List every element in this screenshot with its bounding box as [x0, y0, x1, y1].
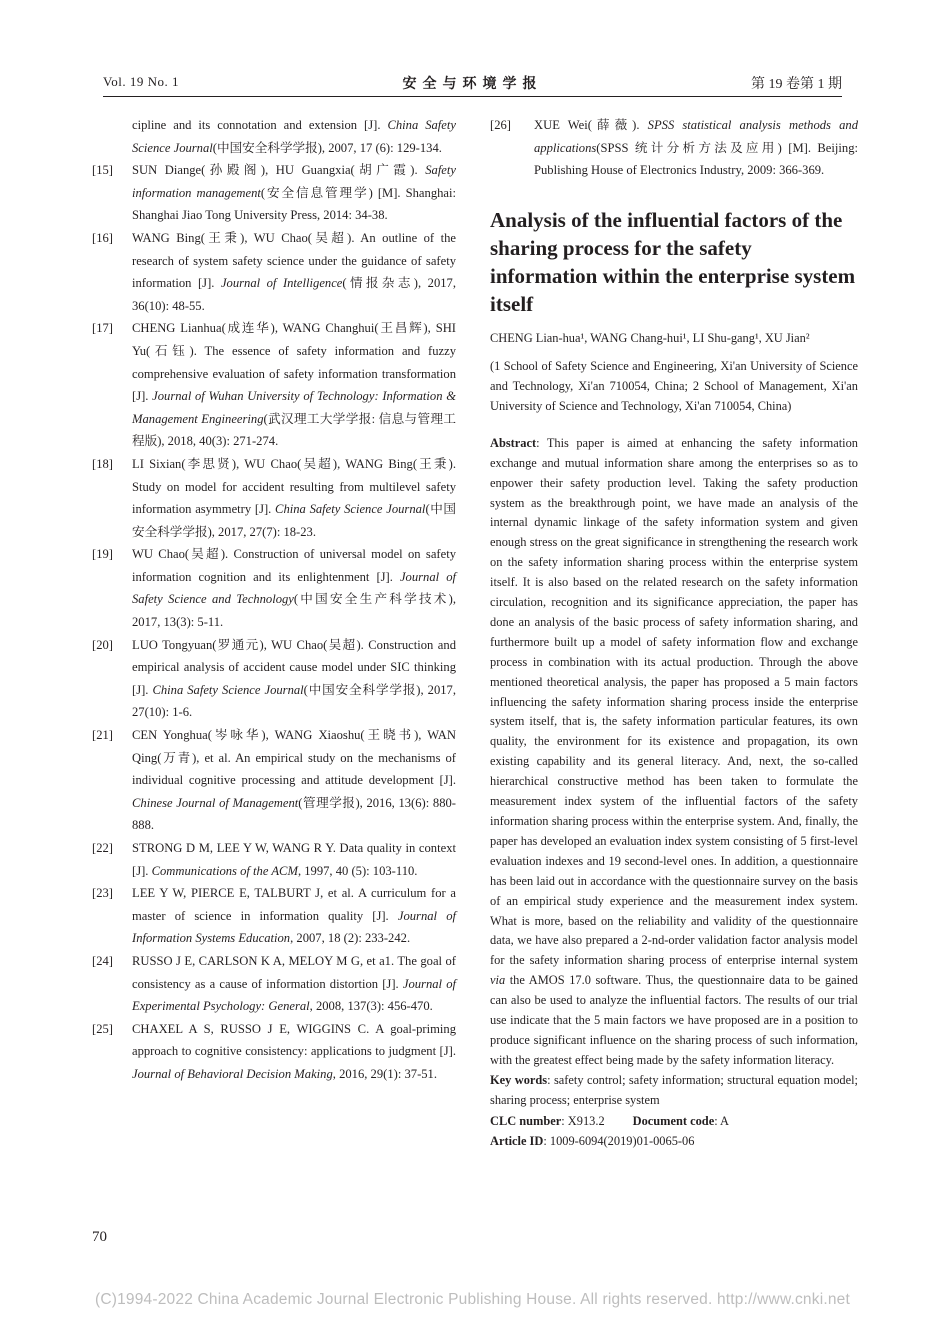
abstract: [490, 434, 858, 1071]
reference-segment: , 2007, 18 (2): 233-242.: [290, 931, 411, 946]
reference-text: [132, 114, 456, 159]
reference-entry: [92, 724, 456, 837]
reference-entry: [92, 837, 456, 882]
reference-text: [132, 634, 456, 724]
reference-segment: RUSSO J E, CARLSON K A, MELOY M G, et a1. The goal of consistency as a cause of information distortion [J].: [132, 953, 456, 991]
volume-issue-cn: 第 19 卷第 1 期: [751, 77, 842, 92]
abstract-via: via: [490, 973, 506, 988]
clc-value: : X913.2: [561, 1113, 605, 1128]
reference-text: [132, 724, 456, 837]
reference-entry: [92, 317, 456, 453]
volume-issue: Vol. 19 No. 1: [103, 74, 179, 89]
reference-segment: (安全信息管理学) [M]. Shanghai: Shanghai Jiao Tong University Press, 2014: 34-38.: [132, 185, 456, 223]
reference-segment: , 1997, 40 (5): 103-110.: [297, 863, 418, 878]
reference-source: Journal of Experimental Psychology: General: [132, 976, 457, 1014]
reference-number: [19]: [92, 547, 113, 562]
reference-text: [132, 159, 456, 227]
reference-segment: , 2008, 137(3): 456-470.: [309, 999, 433, 1014]
reference-segment: (中国安全生产科学技术), 2017, 13(3): 5-11.: [132, 592, 456, 630]
page-number: 70: [92, 1229, 107, 1245]
reference-text: [132, 543, 456, 633]
reference-segment: CHENG Lianhua(成连华), WANG Changhui(王昌辉), SHI Yu(石钰). The essence of safety information and fuzzy comprehensive evaluation of safety information transformation [J].: [132, 321, 456, 404]
reference-segment: (中国安全科学学报), 2017, 27(7): 18-23.: [132, 502, 456, 539]
reference-segment: XUE Wei(薛薇).: [534, 118, 648, 132]
running-header: [103, 70, 842, 97]
reference-text: [132, 317, 456, 453]
abstract-label: Abstract: [490, 435, 537, 450]
keywords-text: : safety control; safety information; structural equation model; sharing process; enterprise system: [490, 1072, 858, 1107]
reference-text: [132, 837, 456, 882]
reference-segment: LEE Y W, PIERCE E, TALBURT J, et al. A curriculum for a master of science in information quality [J].: [132, 886, 456, 923]
reference-segment: cipline and its connotation and extension [J].: [132, 118, 388, 132]
reference-segment: (武汉理工大学学报: 信息与管理工程版), 2018, 40(3): 271-274.: [132, 411, 457, 449]
abstract-text-cont: the AMOS 17.0 software. Thus, the questionnaire data to be gained can also be used to analyze the influential factors. The results of our trial use indicate that the 5 main factors we have proposed are in a position to produce significant influence on the sharing process of such information, with the greatest effect being made by the safety information literacy.: [490, 973, 858, 1067]
reference-entry: [92, 453, 456, 543]
keywords-label: Key words: [490, 1072, 548, 1087]
classification-line: [490, 1111, 858, 1131]
reference-source: China Safety Science Journal: [275, 502, 426, 517]
reference-entry: [92, 227, 456, 317]
reference-source: Journal of Behavioral Decision Making: [132, 1066, 333, 1081]
reference-segment: (情报杂志), 2017, 36(10): 48-55.: [132, 276, 456, 313]
reference-segment: , 2016, 29(1): 37-51.: [332, 1066, 438, 1081]
reference-entry: [490, 114, 858, 182]
reference-segment: (中国安全科学学报), 2007, 17 (6): 129-134.: [212, 140, 442, 155]
reference-source: Journal of Wuhan University of Technology: Information & Management Engineering: [132, 389, 456, 426]
right-column: [490, 114, 858, 1151]
reference-number: [17]: [92, 321, 113, 336]
reference-number: [20]: [92, 637, 113, 652]
abstract-text: : This paper is aimed at enhancing the safety information exchange and mutual information share among the enterprises so as to enpower their safety production level. Taking the safety production system as the breakthrough point, we have made an analysis of the internal dynamic linkage of the safety information system and given enough stress on the great significance in strengthening the research work on the safety information sharing process within the enterprise system itself. It is also based on the related research on the safety information circulation, recognition and its significance appreciation, the paper has done an analysis of the basic process of safety information sharing, and furthermore built up a model of safety information flow and exchange process in combination with its actual production. Through the above mentioned theoretical analysis, the paper has proposed a 5 main factors influencing the safety information sharing process inside the enterprise system itself, that is, the safety information particular features, its own quality, the environment for its existence and propagation, its own existing capability and its general literacy. And, next, the so-called hierarchical constructive method has been taken to formulate the measurement index system of the influential factors of the safety information sharing process within the enterprise system. And, finally, the paper has developed an evaluation index system consisting of 5 first-level evaluation indexes and 19 second-level ones. In addition, a questionnaire has been laid out in accordance with the questionnaire survey on the basis of an empirical study experience and the measurement index system. What is more, based on the reliability and validity of the questionnaire data, we have also prepared a 2-nd-order validation factor analysis model for the safety information sharing process of enterprise internal system: [490, 435, 858, 968]
reference-text: [132, 227, 456, 317]
reference-segment: WU Chao(吴超). Construction of universal model on safety information cognition and its enlightenment [J].: [132, 547, 456, 584]
reference-source: China Safety Science Journal: [152, 682, 304, 697]
reference-segment: (中国安全科学学报), 2017, 27(10): 1-6.: [132, 682, 456, 720]
reference-number: [23]: [92, 886, 113, 901]
reference-entry: [92, 882, 456, 950]
reference-segment: CHAXEL A S, RUSSO J E, WIGGINS C. A goal-priming approach to cognitive consistency: applications to judgment [J].: [132, 1021, 456, 1059]
journal-name: 安全与环境学报: [402, 77, 543, 92]
reference-number: [22]: [92, 841, 113, 855]
reference-segment: (SPSS 统计分析方法及应用) [M]. Beijing: Publishing House of Electronics Industry, 2009: 366-369.: [534, 140, 858, 178]
reference-number: [26]: [490, 118, 511, 132]
article-id-value: : 1009-6094(2019)01-0065-06: [543, 1133, 695, 1148]
document-code-label: Document code: [632, 1113, 715, 1128]
reference-source: Journal of Safety Science and Technology: [132, 569, 457, 607]
english-title: Analysis of the influential factors of the sharing process for the safety information within the enterprise system itself: [490, 207, 856, 316]
reference-entry: [92, 950, 456, 1018]
keywords: [490, 1071, 858, 1111]
document-code-value: : A: [714, 1113, 730, 1128]
reference-entry: [92, 114, 456, 159]
reference-source: Journal of Intelligence: [220, 276, 343, 291]
reference-source: Communications of the ACM: [151, 863, 298, 878]
reference-text: [534, 114, 858, 182]
reference-number: [15]: [92, 163, 113, 178]
reference-segment: LI Sixian(李思贤), WU Chao(吴超), WANG Bing(王秉). Study on model for accident resulting from multilevel safety information asymmetry [J].: [132, 456, 456, 517]
reference-segment: LUO Tongyuan(罗通元), WU Chao(吴超). Construction and empirical analysis of accident cause model under SIC thinking [J].: [132, 637, 456, 697]
reference-segment: CEN Yonghua(岑咏华), WANG Xiaoshu(王晓书), WAN Qing(万青), et al. An empirical study on the mechanisms of individual cognitive processing and attitude development [J].: [132, 728, 456, 788]
reference-number: [18]: [92, 456, 113, 471]
reference-segment: WANG Bing(王秉), WU Chao(吴超). An outline of the research of system safety science under the guidance of safety information [J].: [132, 230, 456, 291]
reference-number: [16]: [92, 230, 113, 245]
affiliation: (1 School of Safety Science and Engineering, Xi'an University of Science and Technology, Xi'an 710054, China; 2 School of Management, Xi'an University of Science and Technology, Xi'an 710054, China): [490, 358, 858, 413]
reference-entry: [92, 159, 456, 227]
reference-segment: SUN Diange(孙殿阁), HU Guangxia(胡广霞).: [132, 163, 426, 178]
references-column-right: [490, 114, 858, 182]
reference-number: [25]: [92, 1021, 113, 1036]
reference-number: [24]: [92, 953, 113, 968]
reference-source: SPSS statistical analysis methods and applications: [534, 118, 858, 155]
reference-entry: [92, 543, 456, 633]
article-id-label: Article ID: [490, 1133, 544, 1148]
copyright-footer: (C)1994-2022 China Academic Journal Electronic Publishing House. All rights reserved. http://www.cnki.net: [94, 1291, 851, 1308]
reference-entry: [92, 1018, 456, 1086]
reference-text: [132, 453, 456, 543]
reference-source: China Safety Science Journal: [132, 118, 456, 155]
reference-number: [21]: [92, 728, 113, 743]
article-id-line: [490, 1131, 858, 1151]
reference-text: [132, 950, 456, 1018]
reference-segment: STRONG D M, LEE Y W, WANG R Y. Data quality in context [J].: [132, 841, 456, 878]
references-column-left: [92, 114, 456, 1086]
reference-source: Safety information management: [132, 163, 456, 200]
reference-source: Journal of Information Systems Education: [132, 908, 457, 946]
reference-entry: [92, 634, 456, 724]
authors: CHENG Lian-hua¹, WANG Chang-hui¹, LI Shu-gang¹, XU Jian²: [490, 330, 810, 345]
reference-source: Chinese Journal of Management: [132, 795, 299, 810]
reference-text: [132, 882, 456, 950]
clc-label: CLC number: [490, 1113, 562, 1128]
reference-text: [132, 1018, 456, 1086]
reference-segment: (管理学报), 2016, 13(6): 880-888.: [132, 795, 456, 833]
